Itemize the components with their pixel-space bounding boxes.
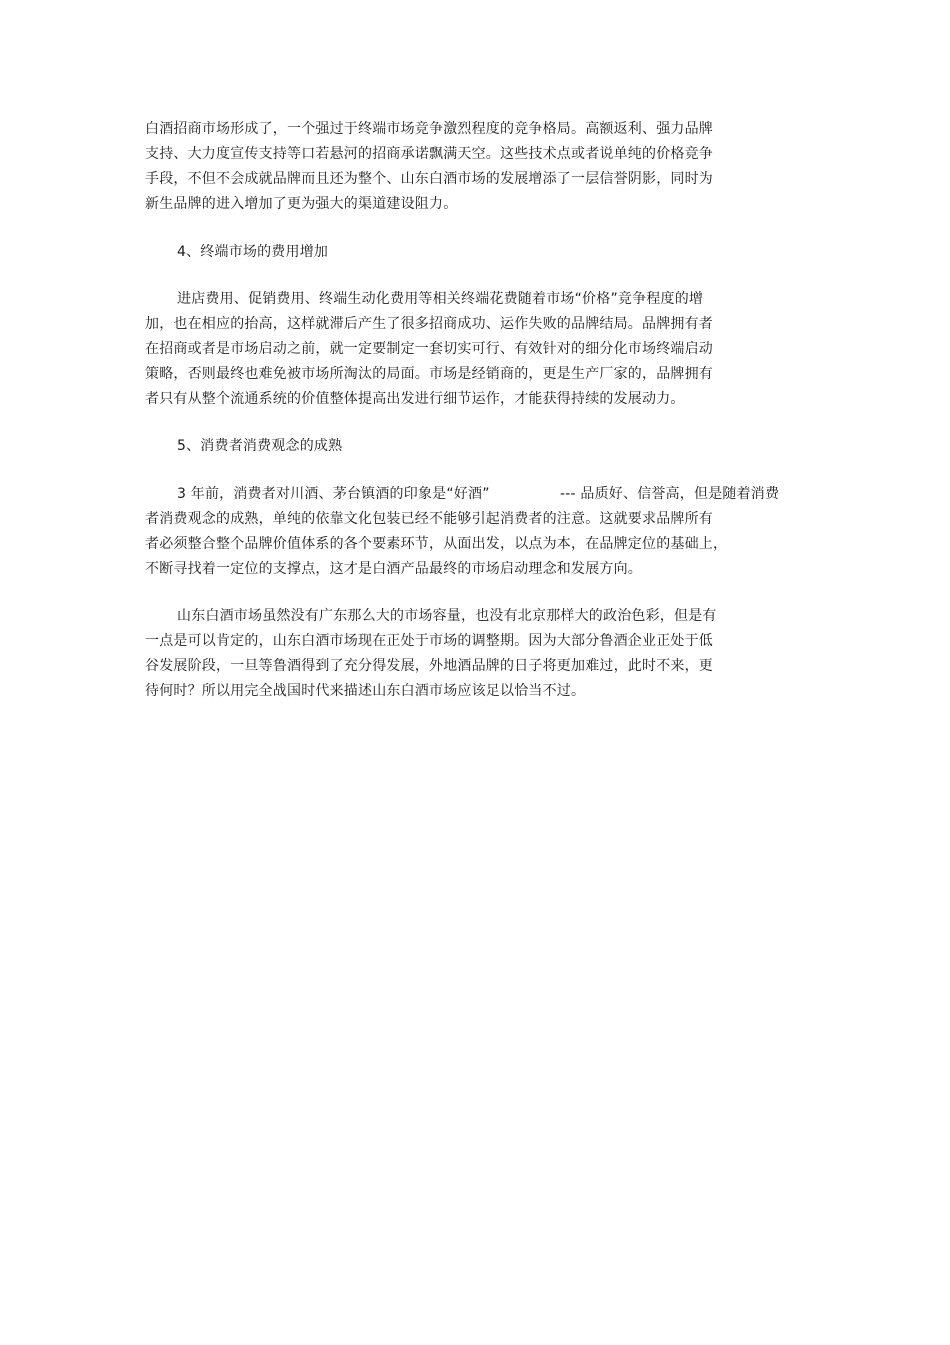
paragraph-line: 一点是可以肯定的，山东白酒市场现在正处于市场的调整期。因为大部分鲁酒企业正处于低	[145, 633, 713, 649]
paragraph-line: 进店费用、促销费用、终端生动化费用等相关终端花费随着市场“价格”竞争程度的增	[177, 291, 704, 307]
section-heading: 4、终端市场的费用增加	[177, 244, 329, 260]
paragraph-line: 在招商或者是市场启动之前，就一定要制定一套切实可行、有效针对的细分化市场终端启动	[145, 341, 713, 357]
paragraph-line: 者只有从整个流通系统的价值整体提高出发进行细节运作，才能获得持续的发展动力。	[145, 391, 685, 407]
paragraph-line: 谷发展阶段，一旦等鲁酒得到了充分得发展，外地酒品牌的日子将更加难过，此时不来，更	[145, 658, 713, 674]
paragraph-line: 手段，不但不会成就品牌而且还为整个、山东白酒市场的发展增添了一层信誉阴影，同时为	[145, 171, 713, 187]
paragraph-line: 山东白酒市场虽然没有广东那么大的市场容量，也没有北京那样大的政治色彩，但是有	[177, 608, 717, 624]
paragraph-line-tail: --- 品质好、信誉高，但是随着消费	[560, 486, 780, 502]
paragraph-line: 待何时？所以用完全战国时代来描述山东白酒市场应该足以恰当不过。	[145, 683, 586, 699]
paragraph-line: 新生品牌的进入增加了更为强大的渠道建设阻力。	[145, 196, 458, 212]
paragraph-line: 不断寻找着一定位的支撑点，这才是白酒产品最终的市场启动理念和发展方向。	[145, 561, 642, 577]
paragraph-line: 加，也在相应的抬高，这样就滞后产生了很多招商成功、运作失败的品牌结局。品牌拥有者	[145, 316, 713, 332]
paragraph-line: 者必须整合整个品牌价值体系的各个要素环节，从面出发，以点为本，在品牌定位的基础上，	[145, 536, 728, 552]
paragraph-line: 者消费观念的成熟，单纯的依靠文化包装已经不能够引起消费者的注意。这就要求品牌所有	[145, 511, 713, 527]
paragraph-line: 白酒招商市场形成了，一个强过于终端市场竞争激烈程度的竞争格局。高额返利、强力品牌	[145, 121, 713, 137]
paragraph-line: 3 年前，消费者对川酒、茅台镇酒的印象是“好酒”	[177, 486, 490, 502]
paragraph-line: 支持、大力度宣传支持等口若悬河的招商承诺飘满天空。这些技术点或者说单纯的价格竞争	[145, 146, 713, 162]
paragraph-line: 策略，否则最终也难免被市场所淘汰的局面。市场是经销商的，更是生产厂家的，品牌拥有	[145, 366, 713, 382]
section-heading: 5、消费者消费观念的成熟	[177, 438, 343, 454]
